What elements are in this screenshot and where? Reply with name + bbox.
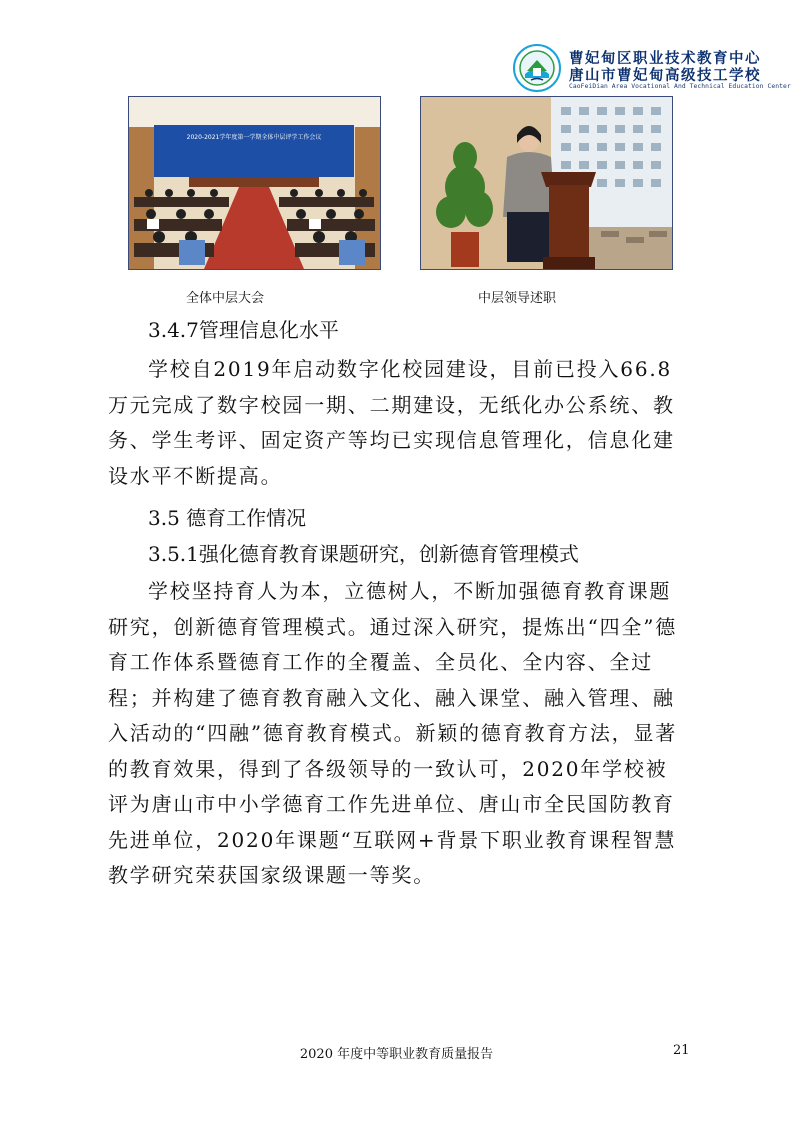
photo-caption-meeting: 全体中层大会	[186, 291, 265, 306]
speaker-photo	[420, 96, 673, 270]
paragraph-3-4-7: 学校自2019年启动数字化校园建设，目前已投入66.8万元完成了数字校园一期、二期建设，无纸化办公系统、教务、学生考评、固定资产等均已实现信息管理化，信息化建设水平不断提高。	[108, 357, 675, 488]
photo-caption-speaker: 中层领导述职	[478, 291, 557, 306]
logo-title-line2: 唐山市曹妃甸高级技工学校	[569, 68, 761, 84]
logo-title-line1: 曹妃甸区职业技术教育中心	[569, 51, 761, 67]
school-logo	[513, 44, 791, 94]
school-emblem-icon	[513, 44, 561, 92]
section-heading-3-5: 3.5 德育工作情况	[148, 506, 307, 530]
meeting-photo	[128, 96, 381, 270]
footer-report-title: 2020 年度中等职业教育质量报告	[299, 1047, 494, 1062]
banner-text: 2020-2021学年度第一学期全体中层评学工作会议	[186, 134, 322, 141]
section-heading-3-5-1: 3.5.1强化德育教育课题研究，创新德育管理模式	[148, 542, 579, 566]
logo-english-name: CaoFeiDian Area Vocational And Technical Education Center	[569, 83, 791, 90]
paragraph-3-5-1: 学校坚持育人为本，立德树人，不断加强德育教育课题研究，创新德育管理模式。通过深入研究，提炼出“四全”德育工作体系暨德育工作的全覆盖、全员化、全内容、全过程；并构建了德育教育融入文化、融入课堂、融入管理、融入活动的“四融”德育教育模式。新颖的德育教育方法，显著的教育效果，得到了各级领导的一致认可，2020年学校被评为唐山市中小学德育工作先进单位、唐山市全民国防教育先进单位，2020年课题“互联网+背景下职业教育课程智慧教学研究荣获国家级课题一等奖。	[108, 579, 678, 887]
section-heading-3-4-7: 3.4.7管理信息化水平	[148, 318, 339, 342]
page-number: 21	[673, 1043, 690, 1058]
